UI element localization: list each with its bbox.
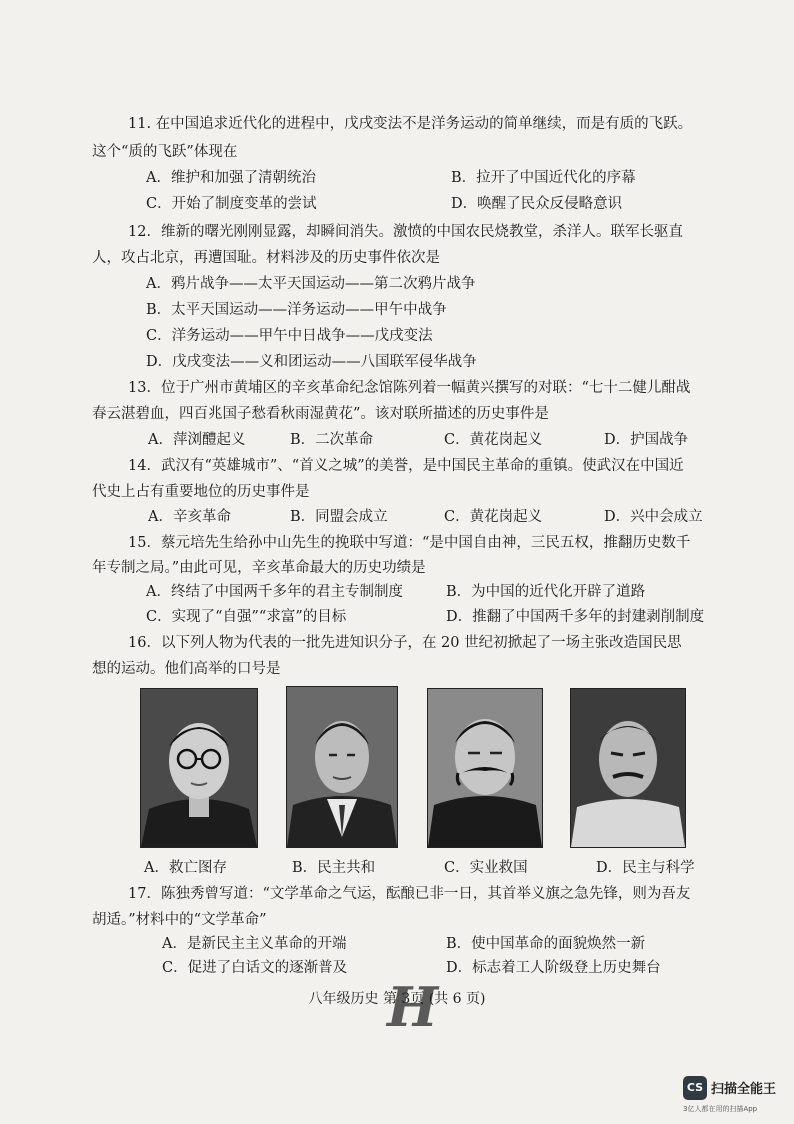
q16-stem-line1: 16．以下列人物为代表的一批先进知识分子，在 20 世纪初掀起了一场主张改造国民思	[128, 635, 682, 651]
q15-stem-line1: 15．蔡元培先生给孙中山先生的挽联中写道：“是中国自由神，三民五权，推翻历史数千	[128, 535, 691, 551]
q14-stem-line2: 代史上占有重要地位的历史事件是	[92, 484, 310, 500]
q13-option-b: B．二次革命	[290, 432, 374, 448]
q12-stem-line1: 12．维新的曙光刚刚显露，却瞬间消失。激愤的中国农民烧教堂，杀洋人。联军长驱直	[128, 224, 683, 240]
q13-option-c: C．黄花岗起义	[444, 432, 543, 448]
q15-option-c: C．实现了“自强”“求富”的目标	[146, 609, 347, 625]
q13-option-a: A．萍浏醴起义	[148, 432, 246, 448]
q13-stem-line1: 13．位于广州市黄埔区的辛亥革命纪念馆陈列着一幅黄兴撰写的对联：“七十二健儿酣战	[128, 380, 691, 396]
q13-option-d: D．护国战争	[604, 432, 689, 448]
q14-option-a: A．辛亥革命	[148, 509, 231, 525]
q17-option-a: A．是新民主主义革命的开端	[162, 936, 347, 952]
q11-option-d: D．唤醒了民众反侵略意识	[451, 196, 623, 212]
q14-stem-line1: 14．武汉有“英雄城市”、“首义之城”的美誉，是中国民主革命的重镇。使武汉在中国近	[128, 458, 684, 474]
q15-option-d: D．推翻了中国两千多年的封建剥削制度	[446, 609, 705, 625]
scanner-app-name: 扫描全能王	[711, 1082, 777, 1097]
portrait-photo-1	[140, 688, 258, 848]
q14-option-c: C．黄花岗起义	[444, 509, 543, 525]
q11-option-c: C．开始了制度变革的尝试	[146, 196, 317, 212]
portrait-photo-3	[427, 688, 543, 848]
q15-option-b: B．为中国的近代化开辟了道路	[446, 584, 646, 600]
q17-option-c: C．促进了白话文的逐渐普及	[162, 960, 348, 976]
portrait-photo-4	[570, 688, 686, 848]
q14-option-d: D．兴中会成立	[604, 509, 703, 525]
watermark-letter: H	[387, 975, 433, 1039]
q17-option-d: D．标志着工人阶级登上历史舞台	[446, 960, 661, 976]
q12-stem-line2: 人，攻占北京，再遭国耻。材料涉及的历史事件依次是	[92, 250, 440, 266]
q16-option-b: B．民主共和	[292, 860, 376, 876]
portrait-2-image	[287, 687, 397, 847]
q17-option-b: B．使中国革命的面貌焕然一新	[446, 936, 646, 952]
q16-option-d: D．民主与科学	[596, 860, 695, 876]
q17-stem-line1: 17．陈独秀曾写道：“文学革命之气运，酝酿已非一日，其首举义旗之急先锋，则为吾友	[128, 886, 691, 902]
q16-option-a: A．救亡图存	[144, 860, 227, 876]
q15-stem-line2: 年专制之局。”由此可见，辛亥革命最大的历史功绩是	[92, 560, 426, 576]
q12-option-d: D．戊戌变法——义和团运动——八国联军侵华战争	[146, 354, 477, 370]
q16-stem-line2: 想的运动。他们高举的口号是	[92, 661, 281, 677]
q11-option-b: B．拉开了中国近代化的序幕	[451, 170, 636, 186]
q11-stem-line2: 这个“质的飞跃”体现在	[92, 144, 238, 160]
page-footer	[0, 988, 794, 1008]
portrait-photo-2	[286, 686, 398, 848]
q11-option-a: A．维护和加强了清朝统治	[146, 170, 316, 186]
page-number-text: 八年级历史 第 3页 (共 6 页)	[308, 991, 486, 1007]
q16-option-c: C．实业救国	[444, 860, 528, 876]
scanner-app-badge	[683, 1074, 791, 1118]
q17-stem-line2: 胡适。”材料中的“文学革命”	[92, 912, 267, 928]
portrait-1-image	[141, 689, 257, 847]
scanner-app-slogan: 3亿人都在用的扫描App	[683, 1105, 758, 1113]
q14-option-b: B．同盟会成立	[290, 509, 388, 525]
portrait-4-image	[571, 689, 685, 847]
camscanner-logo-icon: CS	[683, 1076, 707, 1100]
q12-option-b: B．太平天国运动——洋务运动——甲午中战争	[146, 302, 447, 318]
q15-option-a: A．终结了中国两千多年的君主专制制度	[146, 584, 403, 600]
q12-option-a: A．鸦片战争——太平天国运动——第二次鸦片战争	[146, 276, 476, 292]
q13-stem-line2: 春云湛碧血，四百兆国子愁看秋雨湿黄花”。该对联所描述的历史事件是	[92, 406, 549, 422]
portrait-3-image	[428, 689, 542, 847]
q11-stem-line1: 11. 在中国追求近代化的进程中，戊戌变法不是洋务运动的简单继续，而是有质的飞跃。	[128, 116, 693, 132]
q12-option-c: C．洋务运动——甲午中日战争——戊戌变法	[146, 328, 433, 344]
